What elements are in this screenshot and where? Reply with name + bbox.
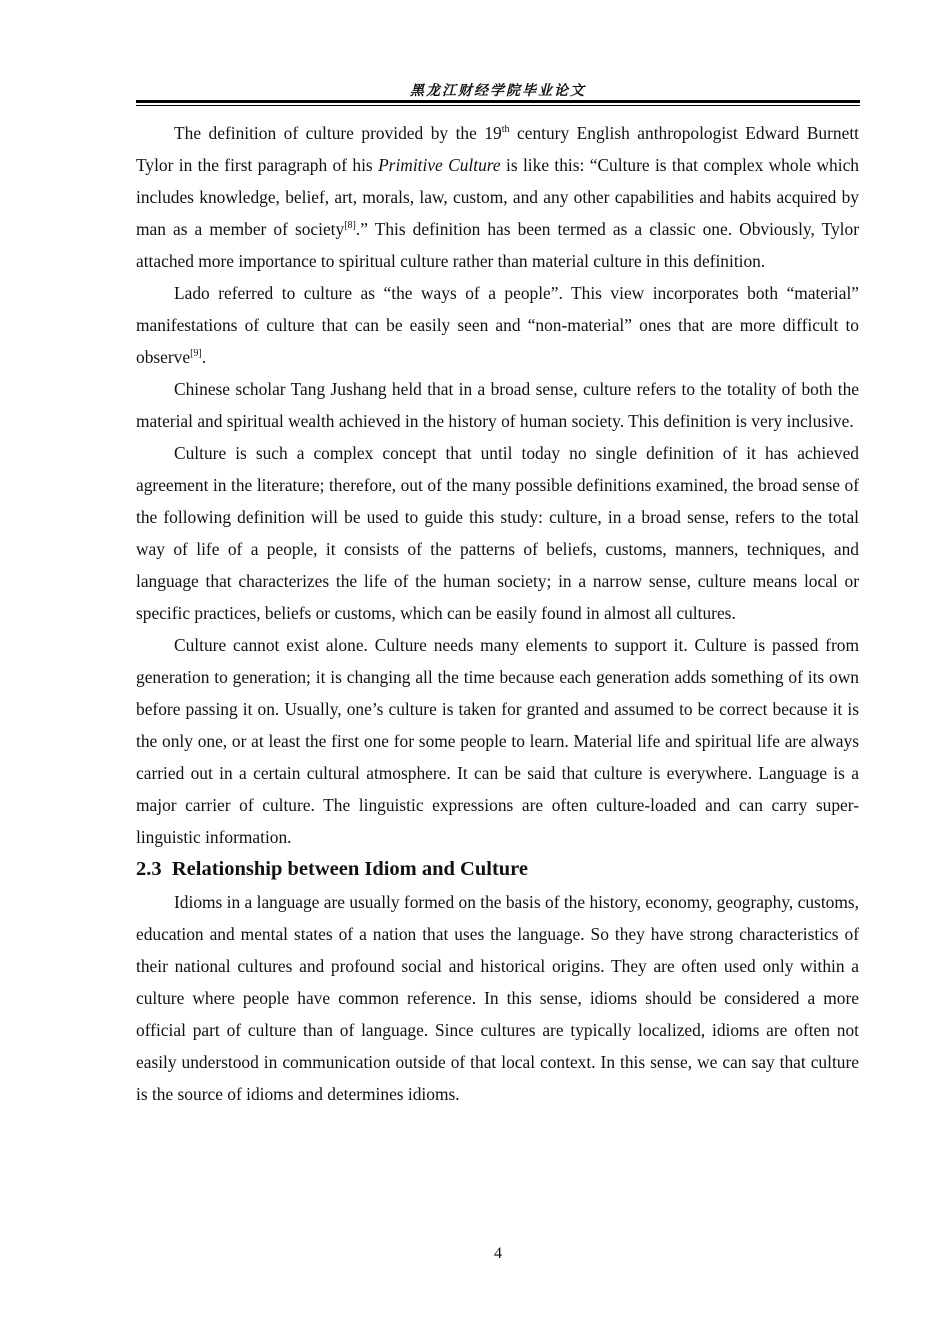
paragraph-complex-concept: Culture is such a complex concept that until today no single definition of it has achieved agreement in the literature; therefore, out of the many possible definitions examined, the broad sense of the following definition will be used to guide this study: culture, in a broad sense, refers to the total way of life of a people, it consists of the patterns of beliefs, customs, manners, techniques, and language that characterizes the life of the human society; in a narrow sense, culture means local or specific practices, beliefs or customs, which can be easily found in almost all cultures. — [136, 443, 859, 623]
citation-9: [9] — [190, 348, 202, 359]
page-body — [136, 117, 859, 1110]
section-heading: 2.3 Relationship between Idiom and Culture — [136, 858, 529, 880]
text-run: is like this: “Culture is that complex whole which includes knowledge, belief, art, morals, law, custom, and any other capabilities and habits acquired by man as a member of society — [136, 155, 859, 239]
header-rule-thin — [136, 105, 860, 106]
superscript-th: th — [501, 124, 510, 135]
text-run: .” This definition has been termed as a classic one. Obviously, Tylor attached more importance to spiritual culture rather than material culture in this definition. — [136, 219, 859, 271]
text-run: Lado referred to culture as “the ways of a people”. This view incorporates both “material” manifestations of culture that can be easily seen and “non-material” ones that are more difficult to observe — [136, 283, 859, 367]
text-run: . — [201, 347, 207, 367]
text-run: century English anthropologist Edward Burnett Tylor in the first paragraph of his — [136, 123, 859, 175]
header-rule-thick — [136, 100, 860, 103]
paragraph-tylor-definition — [136, 117, 859, 277]
citation-8: [8] — [344, 220, 356, 231]
book-title-italic: Primitive Culture — [378, 155, 501, 175]
text-run: The definition of culture provided by the 19 — [174, 123, 502, 143]
paragraph-lado — [136, 277, 859, 373]
page-header-title: 黑龙江财经学院毕业论文 — [410, 83, 586, 99]
paragraph-idioms: Idioms in a language are usually formed on the basis of the history, economy, geography, customs, education and mental states of a nation that uses the language. So they have strong characteristics of their national cultures and profound social and historical origins. They are often used only within a culture where people have common reference. In this sense, idioms should be considered a more official part of culture than of language. Since cultures are typically localized, idioms are often not easily understood in communication outside of that local context. In this sense, we can say that culture is the source of idioms and determines idioms. — [136, 892, 859, 1104]
paragraph-culture-alone: Culture cannot exist alone. Culture needs many elements to support it. Culture is passed from generation to generation; it is changing all the time because each generation adds something of its own before passing it on. Usually, one’s culture is taken for granted and assumed to be correct because it is the only one, or at least the first one for some people to learn. Material life and spiritual life are always carried out in a certain cultural atmosphere. It can be said that culture is everywhere. Language is a major carrier of culture. The linguistic expressions are often culture-loaded and can carry super-linguistic information. — [136, 635, 859, 847]
paragraph-tang-jushang: Chinese scholar Tang Jushang held that in a broad sense, culture refers to the totality of both the material and spiritual wealth achieved in the history of human society. This definition is very inclusive. — [136, 379, 859, 431]
page-number: 4 — [494, 1245, 502, 1262]
